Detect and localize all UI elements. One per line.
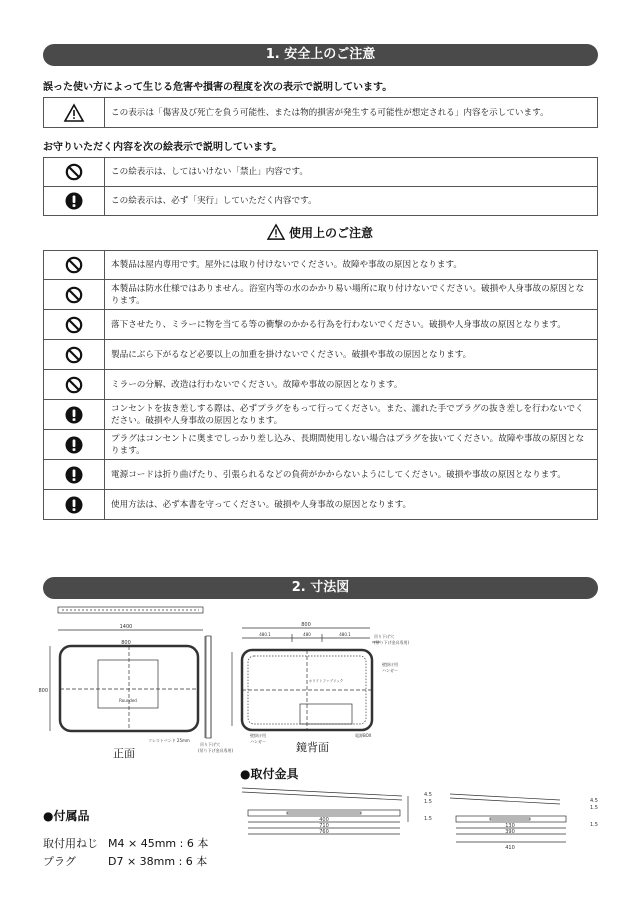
back-note-1: 吊り下げ穴 [374,634,394,639]
accessories-title: ●付属品 [43,809,90,823]
section-2-banner [43,577,598,599]
back-inner-note: ホワイトファブリック [308,679,344,683]
dim-front-inner: 800 [121,640,131,646]
dim-front-width: 1400 [119,624,133,630]
symbol-table [43,157,598,216]
bracket1-t3: 1.5 [424,816,432,822]
front-label-small: Rounded [119,698,137,703]
bracket2-d2: 390 [505,829,515,835]
usage-row [44,490,598,520]
bracket2-d3: 410 [505,845,515,851]
usage-row-text: プラグはコンセントに奥までしっかり差し込み、長期間使用しない場合はプラグを抜いてください。故障や事故の原因となります。 [105,430,598,460]
usage-row-text: 使用方法は、必ず本書を守ってください。破損や人身事故の原因となります。 [105,490,598,520]
front-view-label: 正面 [113,747,135,760]
bracket2-t2: 1.5 [590,805,598,811]
section-1-banner [43,44,598,66]
side-note-1: 吊り下げ穴 [200,742,220,747]
dim-back-seg3: 480.1 [339,632,351,637]
bracket1-d1: 400 [319,817,329,823]
warning-triangle-icon [64,104,84,122]
back-note-5: 壁掛け用 [250,733,266,738]
bracket1-d2: 710 [319,823,329,829]
usage-row-text: 本製品は屋内専用です。屋外には取り付けないでください。故障や事故の原因となります。 [105,251,598,280]
prohibited-icon [65,256,83,274]
usage-row-text: 電源コードは折り曲げたり、引張られるなどの負荷がかからないようにしてください。破損や事故の原因となります。 [105,460,598,490]
usage-row [44,400,598,430]
warning-triangle-icon [267,224,285,240]
accessory-name: プラグ [43,855,76,868]
symbol-row-text: この絵表示は、必ず「実行」していただく内容です。 [105,187,598,216]
usage-row-text: ミラーの分解、改造は行わないでください。故障や事故の原因となります。 [105,370,598,400]
usage-row [44,251,598,280]
section-2-title: 2. 寸法図 [291,580,350,595]
mandatory-icon [65,436,83,454]
usage-row [44,280,598,310]
usage-row [44,310,598,340]
usage-row-text: 製品にぶら下がるなど必要以上の加重を掛けないでください。破損や事故の原因となります。 [105,340,598,370]
prohibited-icon [65,286,83,304]
usage-table [43,250,598,520]
bracket1-t1: 4.5 [424,792,432,798]
usage-heading [0,224,640,241]
lead-text-1: 誤った使い方によって生じる危害や損害の程度を次の表示で説明しています。 [43,82,393,93]
side-note-2: (吊り下げ金具専用) [198,748,234,753]
mandatory-icon [65,192,83,210]
back-view-drawing [220,620,420,745]
usage-row-text: 落下させたり、ミラーに物を当てる等の衝撃のかかる行為を行わないでください。破損や人身事故の原因となります。 [105,310,598,340]
mandatory-icon [65,466,83,484]
back-note-3: 壁掛け用 [382,662,398,667]
back-note-4: ハンガー [382,668,398,673]
dim-back-width: 800 [301,622,311,628]
prohibited-icon [65,376,83,394]
dim-back-seg2: 480 [303,632,311,637]
bracket2-t1: 4.5 [590,798,598,804]
dim-back-seg1: 480.1 [259,632,271,637]
back-note-6: ハンガー [250,739,266,744]
front-note: フレストバンド 25mm [148,738,190,743]
accessory-name: 取付用ねじ [43,837,98,850]
usage-row [44,430,598,460]
warning-table [43,97,598,128]
usage-row-text: コンセントを抜き差しする際は、必ずプラグをもって行ってください。また、濡れた手でプラグの抜き差しを行わないでください。破損や人身事故の原因となります。 [105,400,598,430]
prohibited-icon [65,316,83,334]
accessory-spec: D7 × 38mm : 6 本 [108,855,208,868]
symbol-row-text: この絵表示は、してはいけない「禁止」内容です。 [105,158,598,187]
mandatory-icon [65,406,83,424]
accessory-spec: M4 × 45mm : 6 本 [108,837,209,850]
section-1-title: 1. 安全上のご注意 [265,47,376,62]
usage-row-text: 本製品は防水仕様ではありません。浴室内等の水のかかり易い場所に取り付けないでください。破損や人身事故の原因となります。 [105,280,598,310]
bracket-title: ●取付金具 [240,767,299,781]
symbol-row [44,158,598,187]
back-note-2: (吊り下げ金具専用) [374,640,410,645]
bracket2-t3: 1.5 [590,822,598,828]
bracket2-d1: 130 [505,823,515,829]
mandatory-icon [65,496,83,514]
prohibited-icon [65,346,83,364]
back-note-7: 電源BOX [355,733,372,738]
lead-text-2: お守りいただく内容を次の絵表示で説明しています。 [43,142,283,153]
bracket-drawing-1 [232,782,442,842]
back-view-label: 鏡背面 [296,741,329,754]
bracket1-d3: 760 [319,829,329,835]
front-view-drawing [38,604,234,754]
warning-row-text: この表示は「傷害及び死亡を負う可能性、または物的損害が発生する可能性が想定される」内容を示しています。 [105,98,598,128]
usage-row [44,340,598,370]
prohibited-icon [65,163,83,181]
dim-front-height: 800 [38,688,48,694]
usage-row [44,370,598,400]
bracket1-t2: 1.5 [424,799,432,805]
warning-row [44,98,598,128]
symbol-row [44,187,598,216]
bracket-drawing-2 [440,782,610,852]
usage-row [44,460,598,490]
usage-heading-text: 使用上のご注意 [288,226,373,240]
